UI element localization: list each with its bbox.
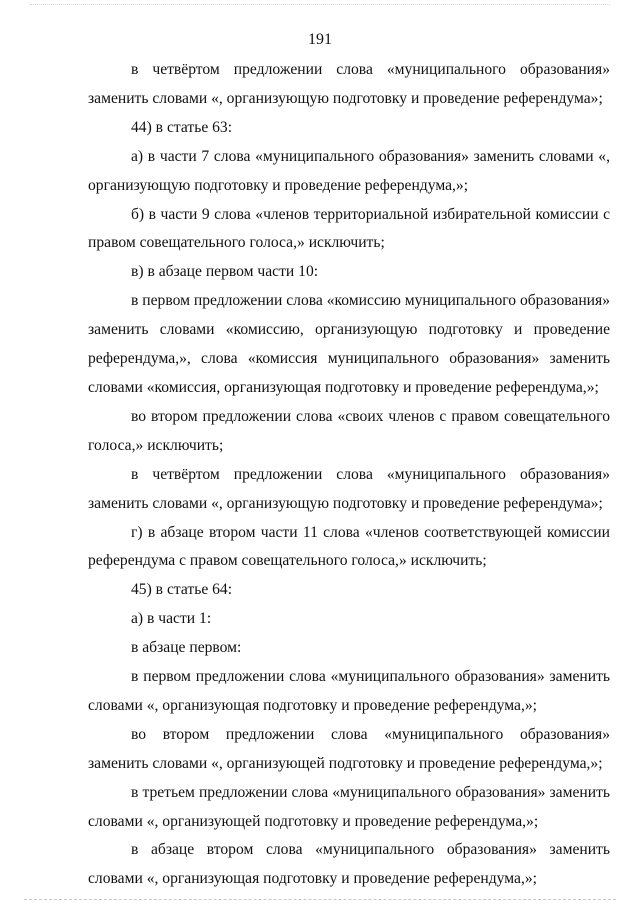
- document-body: [88, 56, 610, 894]
- paragraph: 45) в статье 64:: [131, 581, 233, 599]
- page-number: 191: [308, 31, 332, 48]
- paragraph: во втором предложении слова «своих членов с правом совещательного голоса,» исключить;: [88, 407, 610, 454]
- paragraph: 44) в статье 63:: [131, 118, 233, 136]
- paragraph: в первом предложении слова «муниципального образования» заменить словами «, организующая подготовку и проведение референдума,»;: [88, 668, 610, 714]
- paragraph: в абзаце первом:: [131, 639, 242, 657]
- paragraph: а) в части 7 слова «муниципального образования» заменить словами «, организующую подготовку и проведение референдума,»;: [88, 147, 610, 194]
- paragraph: в) в абзаце первом части 10:: [131, 263, 319, 281]
- paragraph: в третьем предложении слова «муниципального образования» заменить словами «, организующей подготовку и проведение референдума,»;: [88, 783, 610, 830]
- scan-artifact-bottom: [24, 899, 616, 900]
- paragraph: в первом предложении слова «комиссию муниципального образования» заменить словами «комиссию, организующую подготовку и проведение референдума,», слова «комиссия муниципального образования» заменить словами «комиссия, организующая подготовку и проведение референдума,»;: [88, 292, 610, 396]
- paragraph: в четвёртом предложении слова «муниципального образования» заменить словами «, организующую подготовку и проведение референдума»;: [88, 61, 610, 107]
- paragraph: в абзаце втором слова «муниципального образования» заменить словами «, организующая подготовку и проведение референдума,»;: [88, 841, 610, 888]
- paragraph: б) в части 9 слова «членов территориальной избирательной комиссии с правом совещательного голоса,» исключить;: [88, 205, 610, 252]
- paragraph: в четвёртом предложении слова «муниципального образования» заменить словами «, организующую подготовку и проведение референдума»;: [88, 465, 610, 512]
- scan-artifact-top: [30, 4, 610, 5]
- paragraph: а) в части 1:: [131, 610, 212, 628]
- paragraph: г) в абзаце втором части 11 слова «членов соответствующей комиссии референдума с правом совещательного голоса,» исключить;: [88, 523, 610, 570]
- paragraph: во втором предложении слова «муниципального образования» заменить словами «, организующей подготовку и проведение референдума,»;: [88, 725, 610, 772]
